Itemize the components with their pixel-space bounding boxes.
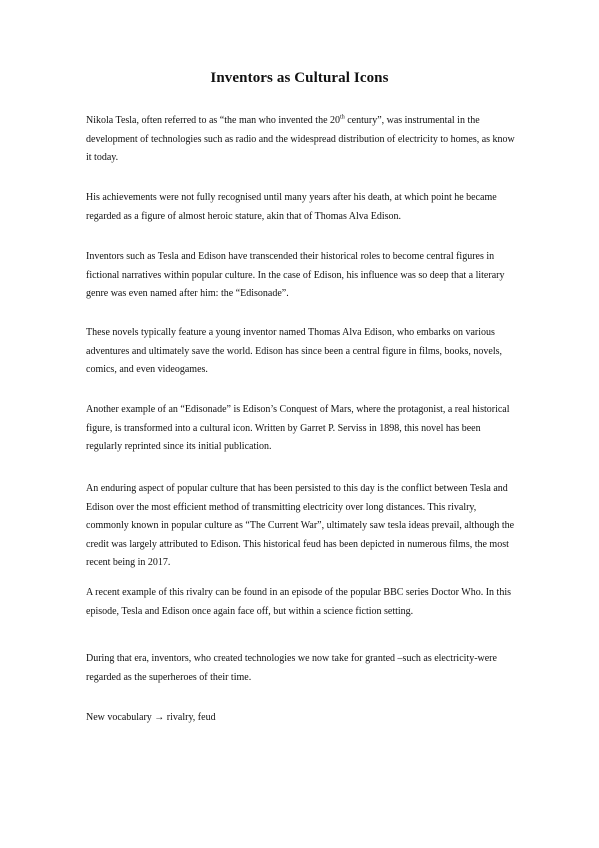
paragraph-1-text-end: century”, was instrumental in the development of technologies such as radio and the widespread distribution of electricity to homes, as know it today. — [86, 115, 515, 163]
paragraph-1 — [86, 112, 518, 168]
vocabulary-note: New vocabulary → rivalry, feud — [86, 712, 216, 723]
paragraph-4: These novels typically feature a young inventor named Thomas Alva Edison, who embarks on various adventures and ultimately save the world. Edison has since been a central figure in films, books, novels, comics, and even videogames. — [86, 327, 503, 375]
paragraph-3: Inventors such as Tesla and Edison have transcended their historical roles to become central figures in fictional narratives within popular culture. In the case of Edison, his influence was so deep that a literary genre was even named after him: the “Edisonade”. — [86, 251, 505, 299]
document-title: Inventors as Cultural Icons — [210, 70, 389, 86]
paragraph-5: Another example of an “Edisonade” is Edison’s Conquest of Mars, where the protagonist, a real historical figure, is transformed into a cultural icon. Written by Garret P. Serviss in 1898, this novel has been regularly reprinted since its initial publication. — [86, 404, 510, 452]
superscript-th: th — [340, 114, 345, 121]
paragraph-6: An enduring aspect of popular culture that has been persisted to this day is the conflict between Tesla and Edison over the most efficient method of transmitting electricity over long distances. This rivalry, commonly known in popular culture as “The Current War”, ultimately saw tesla ideas prevail, although the credit was largely attributed to Edison. This historical feud has been depicted in numerous films, the most recent being in 2017. — [86, 483, 515, 568]
paragraph-2: His achievements were not fully recognised until many years after his death, at which point he became regarded as a figure of almost heroic stature, akin that of Thomas Alva Edison. — [86, 192, 497, 222]
paragraph-7: A recent example of this rivalry can be found in an episode of the popular BBC series Doctor Who. In this episode, Tesla and Edison once again face off, but within a science fiction setting. — [86, 587, 511, 617]
paragraph-8: During that era, inventors, who created technologies we now take for granted –such as electricity-were regarded as the superheroes of their time. — [86, 653, 497, 683]
paragraph-1-text-start: Nikola Tesla, often referred to as “the man who invented the 20 — [86, 115, 341, 126]
